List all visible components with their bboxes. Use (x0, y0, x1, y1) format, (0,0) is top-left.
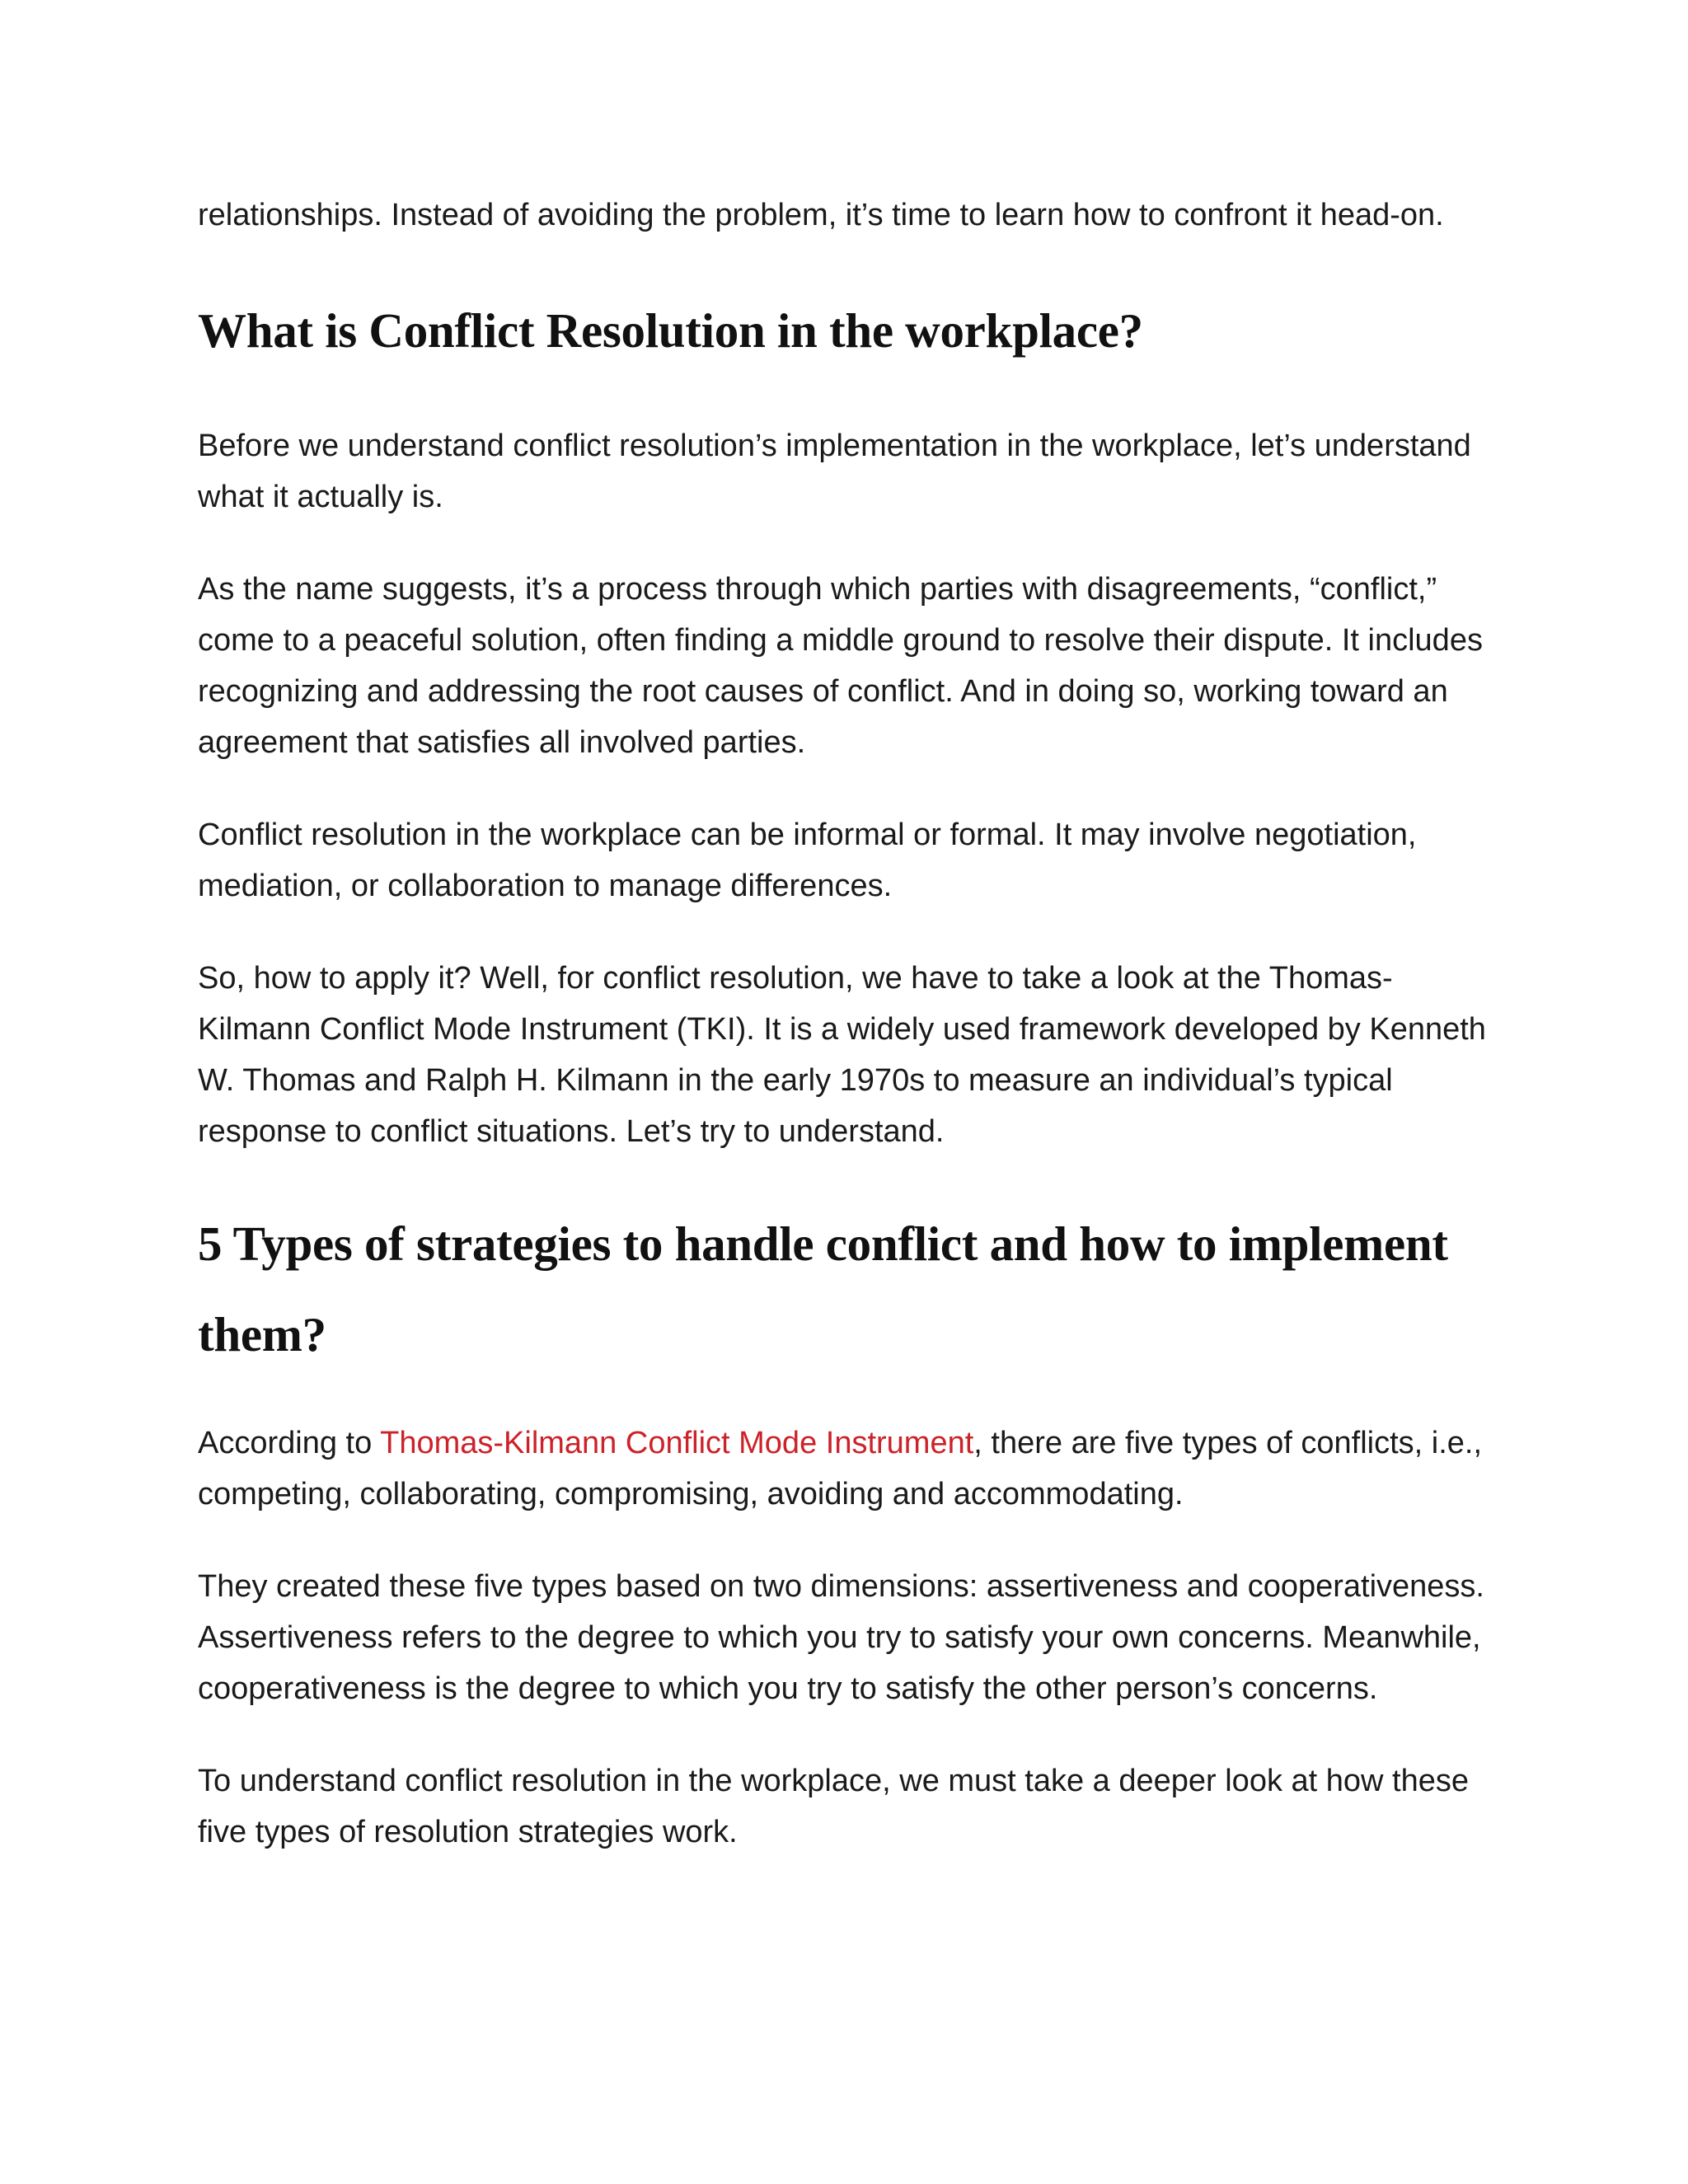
section-heading-five-types: 5 Types of strategies to handle conflict and how to implement them? (198, 1216, 1448, 1361)
paragraph-deeper-look: To understand conflict resolution in the workplace, we must take a deeper look at how these five types of resolution strategies work. (198, 1764, 1469, 1849)
paragraph-informal-formal: Conflict resolution in the workplace can be informal or formal. It may involve negotiation, mediation, or collaboration to manage differences. (198, 818, 1417, 903)
paragraph-how-to-apply: So, how to apply it? Well, for conflict resolution, we have to take a look at the Thomas-Kilmann Conflict Mode Instrument (TKI). It is a widely used framework developed by Kenneth W. Thomas and Ralph H. Kilmann in the early 1970s to measure an individual’s typical response to conflict situations. Let’s try to understand. (198, 961, 1486, 1149)
tki-link[interactable]: Thomas-Kilmann Conflict Mode Instrument (380, 1426, 974, 1460)
section-heading-conflict-resolution: What is Conflict Resolution in the workplace? (198, 303, 1143, 358)
paragraph-definition: As the name suggests, it’s a process through which parties with disagreements, “conflict,” come to a peaceful solution, often finding a middle ground to resolve their dispute. It includes recognizing and addressing the root causes of conflict. And in doing so, working toward an agreement that satisfies all involved parties. (198, 572, 1483, 760)
paragraph-before-we-understand: Before we understand conflict resolution’s implementation in the workplace, let’s understand what it actually is. (198, 429, 1471, 514)
paragraph-according-prefix: According to (198, 1426, 381, 1460)
paragraph-according-suffix: , there are five types of conflicts, i.e., competing, collaborating, compromising, avoiding and accommodating. (198, 1426, 1483, 1511)
paragraph-according-to (198, 1418, 1500, 1520)
paragraph-dimensions: They created these five types based on two dimensions: assertiveness and cooperativeness. Assertiveness refers to the degree to which you try to satisfy your own concerns. Meanwhile, cooperativeness is the degree to which you try to satisfy the other person’s concerns. (198, 1569, 1484, 1706)
article-body (198, 190, 1500, 1899)
intro-paragraph: relationships. Instead of avoiding the problem, it’s time to learn how to confront it head-on. (198, 198, 1444, 232)
